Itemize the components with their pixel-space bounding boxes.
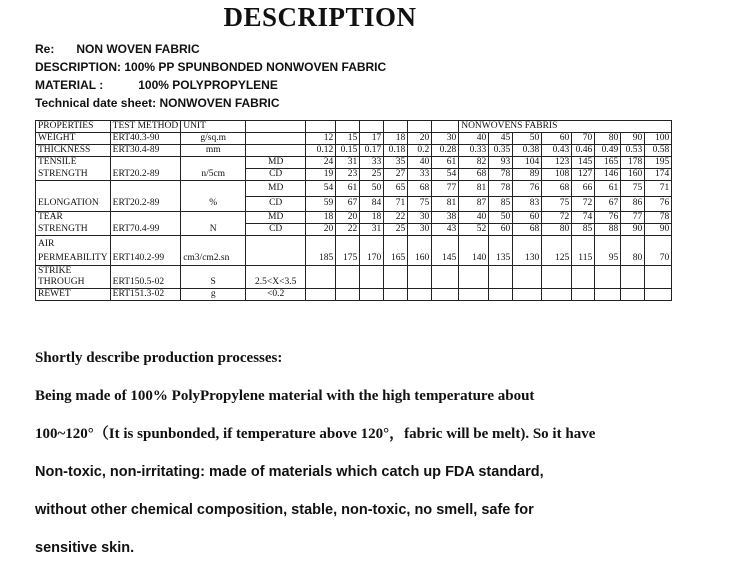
- cell: 0.53: [621, 145, 645, 157]
- weight-label: WEIGHT: [36, 133, 111, 145]
- cell: 0.49: [595, 145, 621, 157]
- table-row: [36, 266, 672, 278]
- cell: 75: [542, 196, 572, 212]
- strike-method: ERT150.5-02: [110, 277, 181, 289]
- cell: 45: [489, 133, 513, 145]
- cell: 0.17: [360, 145, 384, 157]
- cell: 50: [489, 212, 513, 224]
- cell: 18: [360, 212, 384, 224]
- cell: 25: [360, 169, 384, 181]
- strike-value: 2.5<X<3.5: [246, 277, 306, 289]
- description-paragraph: [35, 377, 687, 567]
- cell: 135: [489, 252, 513, 266]
- cell: 20: [408, 133, 432, 145]
- table-row: [36, 289, 672, 301]
- air-label: AIR: [36, 236, 111, 253]
- cell: 0.15: [336, 145, 360, 157]
- cell: 61: [336, 181, 360, 197]
- re-line: [35, 40, 386, 58]
- cell: 0.28: [432, 145, 459, 157]
- table-row: [36, 169, 672, 181]
- cell: 127: [572, 169, 595, 181]
- cell: 80: [621, 252, 645, 266]
- description-label: DESCRIPTION:: [35, 60, 122, 74]
- elongation-label: ELONGATION: [36, 196, 111, 212]
- cell: 52: [459, 224, 489, 236]
- table-row: [36, 181, 672, 197]
- cd-label: CD: [246, 169, 306, 181]
- cell: 20: [336, 212, 360, 224]
- cell: 76: [513, 181, 542, 197]
- cell: 60: [489, 224, 513, 236]
- paragraph-line: 100~120°（It is spunbonded, if temperature above 120°，fabric will be melt). So it have: [35, 426, 596, 442]
- section-heading: Shortly describe production processes:: [35, 350, 283, 366]
- cell: 35: [384, 157, 408, 169]
- cell: 83: [513, 196, 542, 212]
- tear-label: TEAR: [36, 212, 111, 224]
- cell: 130: [513, 252, 542, 266]
- cell: 23: [336, 169, 360, 181]
- cell: 77: [621, 212, 645, 224]
- cell: 40: [459, 212, 489, 224]
- cell: 60: [513, 212, 542, 224]
- cd-label: CD: [246, 196, 306, 212]
- tensile-label: TENSILE: [36, 157, 111, 169]
- cell: 71: [384, 196, 408, 212]
- table-row: [36, 212, 672, 224]
- table-row: [36, 133, 672, 145]
- elongation-unit: %: [181, 196, 246, 212]
- cell: 68: [459, 169, 489, 181]
- cell: 125: [542, 252, 572, 266]
- header-properties: PROPERTIES: [36, 121, 111, 133]
- cell: 76: [645, 196, 672, 212]
- cell: 160: [408, 252, 432, 266]
- cell: 67: [595, 196, 621, 212]
- re-label: Re:: [35, 42, 55, 56]
- cell: 104: [513, 157, 542, 169]
- cell: 89: [513, 169, 542, 181]
- cell: 68: [408, 181, 432, 197]
- rewet-unit: g: [181, 289, 246, 301]
- md-label: MD: [246, 212, 306, 224]
- cd-label: CD: [246, 224, 306, 236]
- material-label: MATERIAL :: [35, 78, 104, 92]
- cell: 160: [621, 169, 645, 181]
- header-test-method: TEST METHOD: [110, 121, 181, 133]
- cell: 74: [572, 212, 595, 224]
- rewet-method: ERT151.3-02: [110, 289, 181, 301]
- cell: 67: [336, 196, 360, 212]
- table-row: [36, 236, 672, 253]
- cell: 70: [645, 252, 672, 266]
- cell: 146: [595, 169, 621, 181]
- cell: 165: [384, 252, 408, 266]
- cell: 115: [572, 252, 595, 266]
- weight-method: ERT40.3-90: [110, 133, 181, 145]
- cell: 85: [572, 224, 595, 236]
- cell: 61: [432, 157, 459, 169]
- paragraph-line: Non-toxic, non-irritating: made of materials which catch up FDA standard,: [35, 464, 544, 480]
- cell: 0.35: [489, 145, 513, 157]
- cell: 0.58: [645, 145, 672, 157]
- technical-data-sheet-line: Technical date sheet: NONWOVEN FABRIC: [35, 96, 280, 110]
- cell: 0.43: [542, 145, 572, 157]
- tear-label-2: STRENGTH: [36, 224, 111, 236]
- cell: 0.12: [306, 145, 336, 157]
- cell: 80: [595, 133, 621, 145]
- cell: 72: [542, 212, 572, 224]
- cell: 75: [408, 196, 432, 212]
- cell: 15: [336, 133, 360, 145]
- cell: 20: [306, 224, 336, 236]
- page-title: DESCRIPTION: [223, 2, 417, 32]
- cell: 72: [572, 196, 595, 212]
- cell: 65: [384, 181, 408, 197]
- cell: 123: [542, 157, 572, 169]
- cell: 68: [513, 224, 542, 236]
- cell: 165: [595, 157, 621, 169]
- tensile-label-2: STRENGTH: [36, 169, 111, 181]
- cell: 33: [408, 169, 432, 181]
- cell: 85: [489, 196, 513, 212]
- paragraph-line: Being made of 100% PolyPropylene material with the high temperature about: [35, 388, 535, 404]
- table-row: [36, 157, 672, 169]
- production-description: [35, 350, 687, 567]
- thickness-label: THICKNESS: [36, 145, 111, 157]
- cell: 70: [572, 133, 595, 145]
- cell: 78: [489, 181, 513, 197]
- cell: 24: [306, 157, 336, 169]
- cell: 12: [306, 133, 336, 145]
- thickness-unit: mm: [181, 145, 246, 157]
- cell: 0.38: [513, 145, 542, 157]
- cell: 81: [432, 196, 459, 212]
- cell: 54: [432, 169, 459, 181]
- cell: 25: [384, 224, 408, 236]
- table-row: [36, 121, 672, 133]
- material-value: 100% POLYPROPYLENE: [138, 78, 278, 92]
- cell: 86: [621, 196, 645, 212]
- cell: 175: [336, 252, 360, 266]
- spec-table: [35, 120, 672, 301]
- cell: 93: [489, 157, 513, 169]
- re-value: NON WOVEN FABRIC: [76, 42, 200, 56]
- cell: 40: [459, 133, 489, 145]
- cell: 0.18: [384, 145, 408, 157]
- cell: 174: [645, 169, 672, 181]
- material-line: [35, 76, 386, 94]
- paragraph-line: without other chemical composition, stable, non-toxic, no smell, safe for: [35, 502, 534, 518]
- cell: 0.2: [408, 145, 432, 157]
- cell: 31: [336, 157, 360, 169]
- strike-unit: S: [181, 277, 246, 289]
- md-label: MD: [246, 181, 306, 197]
- cell: 88: [595, 224, 621, 236]
- cell: 31: [360, 224, 384, 236]
- cell: 19: [306, 169, 336, 181]
- cell: 77: [432, 181, 459, 197]
- cell: 30: [408, 212, 432, 224]
- cell: 195: [645, 157, 672, 169]
- strike-label-2: THROUGH: [36, 277, 111, 289]
- description-value: 100% PP SPUNBONDED NONWOVEN FABRIC: [124, 60, 387, 74]
- document-meta: [35, 40, 386, 112]
- paragraph-line: sensitive skin.: [35, 540, 135, 556]
- rewet-value: <0.2: [246, 289, 306, 301]
- cell: 30: [408, 224, 432, 236]
- strike-label: STRIKE: [36, 266, 111, 278]
- cell: 81: [459, 181, 489, 197]
- cell: 75: [621, 181, 645, 197]
- cell: 66: [572, 181, 595, 197]
- cell: 43: [432, 224, 459, 236]
- cell: 61: [595, 181, 621, 197]
- table-row: [36, 145, 672, 157]
- cell: 59: [306, 196, 336, 212]
- rewet-label: REWET: [36, 289, 111, 301]
- cell: 95: [595, 252, 621, 266]
- cell: 68: [542, 181, 572, 197]
- cell: 78: [489, 169, 513, 181]
- cell: 87: [459, 196, 489, 212]
- thickness-method: ERT30.4-89: [110, 145, 181, 157]
- cell: 54: [306, 181, 336, 197]
- elongation-method: ERT20.2-89: [110, 196, 181, 212]
- cell: 27: [384, 169, 408, 181]
- cell: 78: [645, 212, 672, 224]
- description-line: [35, 58, 386, 76]
- weight-unit: g/sq.m: [181, 133, 246, 145]
- cell: 50: [513, 133, 542, 145]
- table-row: [36, 277, 672, 289]
- cell: 0.46: [572, 145, 595, 157]
- cell: 100: [645, 133, 672, 145]
- cell: 18: [384, 133, 408, 145]
- cell: 140: [459, 252, 489, 266]
- cell: 90: [621, 133, 645, 145]
- cell: 90: [645, 224, 672, 236]
- cell: 30: [432, 133, 459, 145]
- cell: 145: [432, 252, 459, 266]
- cell: 108: [542, 169, 572, 181]
- cell: 170: [360, 252, 384, 266]
- md-label: MD: [246, 157, 306, 169]
- cell: 33: [360, 157, 384, 169]
- cell: 185: [306, 252, 336, 266]
- cell: 145: [572, 157, 595, 169]
- air-label-2: PERMEABILITY: [36, 252, 111, 266]
- air-method: ERT140.2-99: [110, 252, 181, 266]
- tear-method: ERT70.4-99: [110, 224, 181, 236]
- cell: 178: [621, 157, 645, 169]
- table-row: [36, 252, 672, 266]
- cell: 76: [595, 212, 621, 224]
- tensile-method: ERT20.2-89: [110, 169, 181, 181]
- cell: 0.33: [459, 145, 489, 157]
- cell: 22: [336, 224, 360, 236]
- tear-unit: N: [181, 224, 246, 236]
- cell: 90: [621, 224, 645, 236]
- tensile-unit: n/5cm: [181, 169, 246, 181]
- cell: 18: [306, 212, 336, 224]
- table-row: [36, 196, 672, 212]
- air-unit: cm3/cm2.sn: [181, 252, 246, 266]
- cell: 38: [432, 212, 459, 224]
- cell: 40: [408, 157, 432, 169]
- cell: 80: [542, 224, 572, 236]
- table-row: [36, 224, 672, 236]
- cell: 50: [360, 181, 384, 197]
- cell: 82: [459, 157, 489, 169]
- cell: 17: [360, 133, 384, 145]
- cell: 22: [384, 212, 408, 224]
- cell: 84: [360, 196, 384, 212]
- cell: 60: [542, 133, 572, 145]
- cell: 71: [645, 181, 672, 197]
- header-nonwovens: NONWOVENS FABRIS: [459, 121, 672, 133]
- header-unit: UNIT: [181, 121, 246, 133]
